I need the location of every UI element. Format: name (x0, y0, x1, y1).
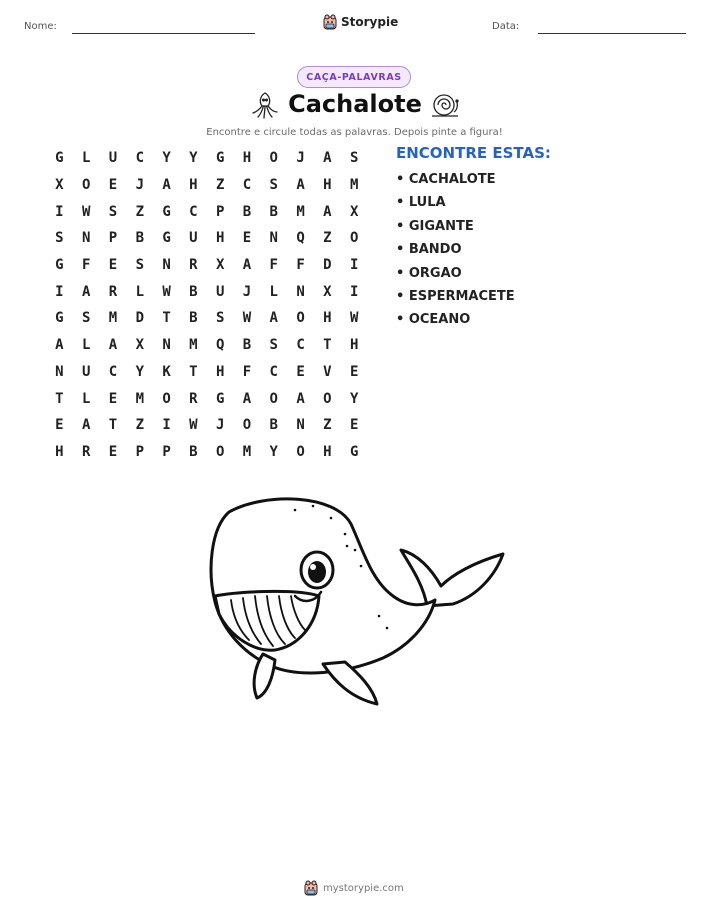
grid-letter[interactable]: U (189, 230, 198, 247)
grid-letter[interactable]: C (108, 363, 118, 380)
brand-name: Storypie (341, 15, 399, 29)
grid-letter[interactable]: I (349, 257, 359, 274)
grid-letter[interactable]: T (323, 337, 332, 354)
grid-letter[interactable]: E (349, 363, 359, 380)
grid-letter[interactable]: J (135, 177, 144, 194)
grid-letter[interactable]: O (296, 443, 305, 460)
grid-letter[interactable]: O (269, 390, 278, 407)
grid-letter[interactable]: N (296, 417, 305, 434)
grid-letter[interactable]: B (269, 203, 278, 220)
grid-letter[interactable]: S (135, 257, 144, 274)
grid-letter[interactable]: F (269, 257, 278, 274)
grid-letter[interactable]: F (296, 257, 305, 274)
word-item: • ESPERMACETE (396, 288, 515, 304)
grid-letter[interactable]: S (269, 337, 278, 354)
grid-letter[interactable]: Z (135, 417, 144, 434)
grid-letter[interactable]: Z (135, 203, 144, 220)
grid-letter[interactable]: A (242, 390, 252, 407)
grid-letter[interactable]: C (269, 363, 278, 380)
grid-letter[interactable]: M (135, 390, 144, 407)
grid-letter[interactable]: G (215, 150, 225, 167)
grid-letter[interactable]: L (81, 150, 91, 167)
footer-url[interactable]: mystorypie.com (323, 882, 404, 894)
word-item: • LULA (396, 195, 446, 211)
grid-letter[interactable]: H (323, 310, 332, 327)
grid-letter[interactable]: L (81, 390, 91, 407)
grid-letter[interactable]: O (269, 150, 278, 167)
grid-letter[interactable]: N (269, 230, 278, 247)
grid-letter[interactable]: H (215, 363, 225, 380)
grid-letter[interactable]: W (242, 310, 252, 327)
grid-letter[interactable]: X (349, 203, 359, 220)
grid-letter[interactable]: N (162, 337, 171, 354)
grid-letter[interactable]: E (349, 417, 359, 434)
grid-letter[interactable]: O (81, 177, 91, 194)
grid-letter[interactable]: A (81, 283, 91, 300)
grid-letter[interactable]: X (323, 283, 332, 300)
grid-letter[interactable]: H (323, 443, 332, 460)
grid-letter[interactable]: I (349, 283, 359, 300)
grid-letter[interactable]: I (55, 283, 64, 300)
grid-letter[interactable]: S (215, 310, 225, 327)
grid-letter[interactable]: X (135, 337, 144, 354)
grid-letter[interactable]: O (215, 443, 225, 460)
grid-letter[interactable]: D (135, 310, 144, 327)
grid-letter[interactable]: Z (323, 417, 332, 434)
grid-letter[interactable]: F (242, 363, 252, 380)
grid-letter[interactable]: H (242, 150, 252, 167)
grid-letter[interactable]: K (162, 363, 171, 380)
grid-letter[interactable]: Y (349, 390, 359, 407)
grid-letter[interactable]: X (215, 257, 225, 274)
grid-letter[interactable]: E (108, 443, 118, 460)
grid-letter[interactable]: H (323, 177, 332, 194)
word-list-title: ENCONTRE ESTAS: (396, 144, 551, 162)
grid-letter[interactable]: O (162, 390, 171, 407)
grid-letter[interactable]: O (349, 230, 359, 247)
whale-illustration[interactable] (195, 488, 515, 713)
grid-letter[interactable]: B (242, 203, 252, 220)
snail-icon (429, 92, 461, 120)
grid-letter[interactable]: T (162, 310, 171, 327)
grid-letter[interactable]: M (296, 203, 305, 220)
grid-letter[interactable]: E (296, 363, 305, 380)
grid-letter[interactable]: A (296, 390, 305, 407)
grid-letter[interactable]: M (189, 337, 198, 354)
grid-letter[interactable]: Z (215, 177, 225, 194)
grid-letter[interactable]: B (242, 337, 252, 354)
grid-letter[interactable]: S (55, 230, 64, 247)
grid-letter[interactable]: S (81, 310, 91, 327)
grid-letter[interactable]: P (135, 443, 144, 460)
grid-letter[interactable]: T (55, 390, 64, 407)
grid-letter[interactable]: H (189, 177, 198, 194)
activity-badge: CAÇA-PALAVRAS (297, 66, 411, 88)
word-item: • BANDO (396, 242, 462, 258)
grid-letter[interactable]: J (296, 150, 305, 167)
page-title: Cachalote (288, 90, 422, 118)
grid-letter[interactable]: Y (162, 150, 171, 167)
grid-letter[interactable]: V (323, 363, 332, 380)
grid-letter[interactable]: B (189, 443, 198, 460)
grid-letter[interactable]: U (215, 283, 225, 300)
grid-letter[interactable]: R (81, 443, 91, 460)
grid-letter[interactable]: F (81, 257, 91, 274)
grid-letter[interactable]: Q (215, 337, 225, 354)
grid-letter[interactable]: T (189, 363, 198, 380)
grid-letter[interactable]: N (81, 230, 91, 247)
grid-letter[interactable]: A (323, 203, 332, 220)
grid-letter[interactable]: G (55, 257, 64, 274)
grid-letter[interactable]: A (81, 417, 91, 434)
grid-letter[interactable]: P (162, 443, 171, 460)
date-label: Data: (492, 21, 520, 32)
grid-letter[interactable]: Y (135, 363, 144, 380)
grid-letter[interactable]: Z (323, 230, 332, 247)
grid-letter[interactable]: B (189, 283, 198, 300)
storypie-logo-icon (323, 14, 337, 30)
grid-letter[interactable]: C (189, 203, 198, 220)
grid-letter[interactable]: E (108, 390, 118, 407)
grid-letter[interactable]: S (108, 203, 118, 220)
grid-letter[interactable]: B (269, 417, 278, 434)
grid-letter[interactable]: R (189, 390, 198, 407)
grid-letter[interactable]: I (55, 203, 64, 220)
grid-letter[interactable]: P (108, 230, 118, 247)
grid-letter[interactable]: B (135, 230, 144, 247)
grid-letter[interactable]: C (242, 177, 252, 194)
grid-letter[interactable]: G (55, 150, 64, 167)
grid-letter[interactable]: Q (296, 230, 305, 247)
grid-letter[interactable]: U (81, 363, 91, 380)
footer (304, 880, 404, 896)
word-list (396, 170, 515, 334)
word-item: • ORGAO (396, 265, 462, 281)
grid-letter[interactable]: C (296, 337, 305, 354)
grid-letter[interactable]: O (323, 390, 332, 407)
grid-letter[interactable]: W (189, 417, 198, 434)
grid-letter[interactable]: R (108, 283, 118, 300)
grid-letter[interactable]: Y (189, 150, 198, 167)
grid-letter[interactable]: W (162, 283, 171, 300)
grid-letter[interactable]: A (269, 310, 278, 327)
storypie-logo-icon (304, 880, 318, 896)
grid-letter[interactable]: W (81, 203, 91, 220)
date-line[interactable] (538, 33, 686, 34)
grid-letter[interactable]: G (162, 230, 171, 247)
grid-letter[interactable]: S (269, 177, 278, 194)
grid-letter[interactable]: H (215, 230, 225, 247)
word-item: • CACHALOTE (396, 172, 496, 187)
grid-letter[interactable]: E (108, 257, 118, 274)
grid-letter[interactable]: G (349, 443, 359, 460)
grid-letter[interactable]: L (135, 283, 144, 300)
grid-letter[interactable]: T (108, 417, 118, 434)
grid-letter[interactable]: H (349, 337, 359, 354)
grid-letter[interactable]: R (189, 257, 198, 274)
grid-letter[interactable]: M (108, 310, 118, 327)
grid-letter[interactable]: Y (269, 443, 278, 460)
grid-letter[interactable]: O (242, 417, 252, 434)
grid-letter[interactable]: C (135, 150, 144, 167)
grid-letter[interactable]: E (55, 417, 64, 434)
grid-letter[interactable]: X (55, 177, 64, 194)
grid-letter[interactable]: M (349, 177, 359, 194)
grid-letter[interactable]: D (323, 257, 332, 274)
grid-letter[interactable]: M (242, 443, 252, 460)
grid-letter[interactable]: S (349, 150, 359, 167)
grid-letter[interactable]: L (81, 337, 91, 354)
grid-letter[interactable]: N (55, 363, 64, 380)
instructions-text: Encontre e circule todas as palavras. Depois pinte a figura! (206, 127, 503, 138)
grid-letter[interactable]: U (108, 150, 118, 167)
grid-letter[interactable]: A (296, 177, 305, 194)
grid-letter[interactable]: J (242, 283, 252, 300)
grid-letter[interactable]: N (296, 283, 305, 300)
grid-letter[interactable]: A (55, 337, 64, 354)
grid-letter[interactable]: E (242, 230, 252, 247)
grid-letter[interactable]: G (215, 390, 225, 407)
grid-letter[interactable]: L (269, 283, 278, 300)
name-label: Nome: (24, 21, 57, 32)
grid-letter[interactable]: W (349, 310, 359, 327)
grid-letter[interactable]: A (108, 337, 118, 354)
grid-letter[interactable]: O (296, 310, 305, 327)
grid-letter[interactable]: P (215, 203, 225, 220)
brand-logo (323, 14, 398, 30)
grid-letter[interactable]: I (162, 417, 171, 434)
word-search-grid[interactable] (46, 145, 368, 465)
grid-letter[interactable]: E (108, 177, 118, 194)
grid-letter[interactable]: A (162, 177, 171, 194)
grid-letter[interactable]: A (323, 150, 332, 167)
grid-letter[interactable]: H (55, 443, 64, 460)
grid-letter[interactable]: G (55, 310, 64, 327)
word-item: • GIGANTE (396, 218, 474, 234)
name-line[interactable] (72, 33, 255, 34)
grid-letter[interactable]: G (162, 203, 171, 220)
word-item: • OCEANO (396, 312, 471, 328)
grid-letter[interactable]: B (189, 310, 198, 327)
grid-letter[interactable]: A (242, 257, 252, 274)
grid-letter[interactable]: J (215, 417, 225, 434)
grid-letter[interactable]: N (162, 257, 171, 274)
